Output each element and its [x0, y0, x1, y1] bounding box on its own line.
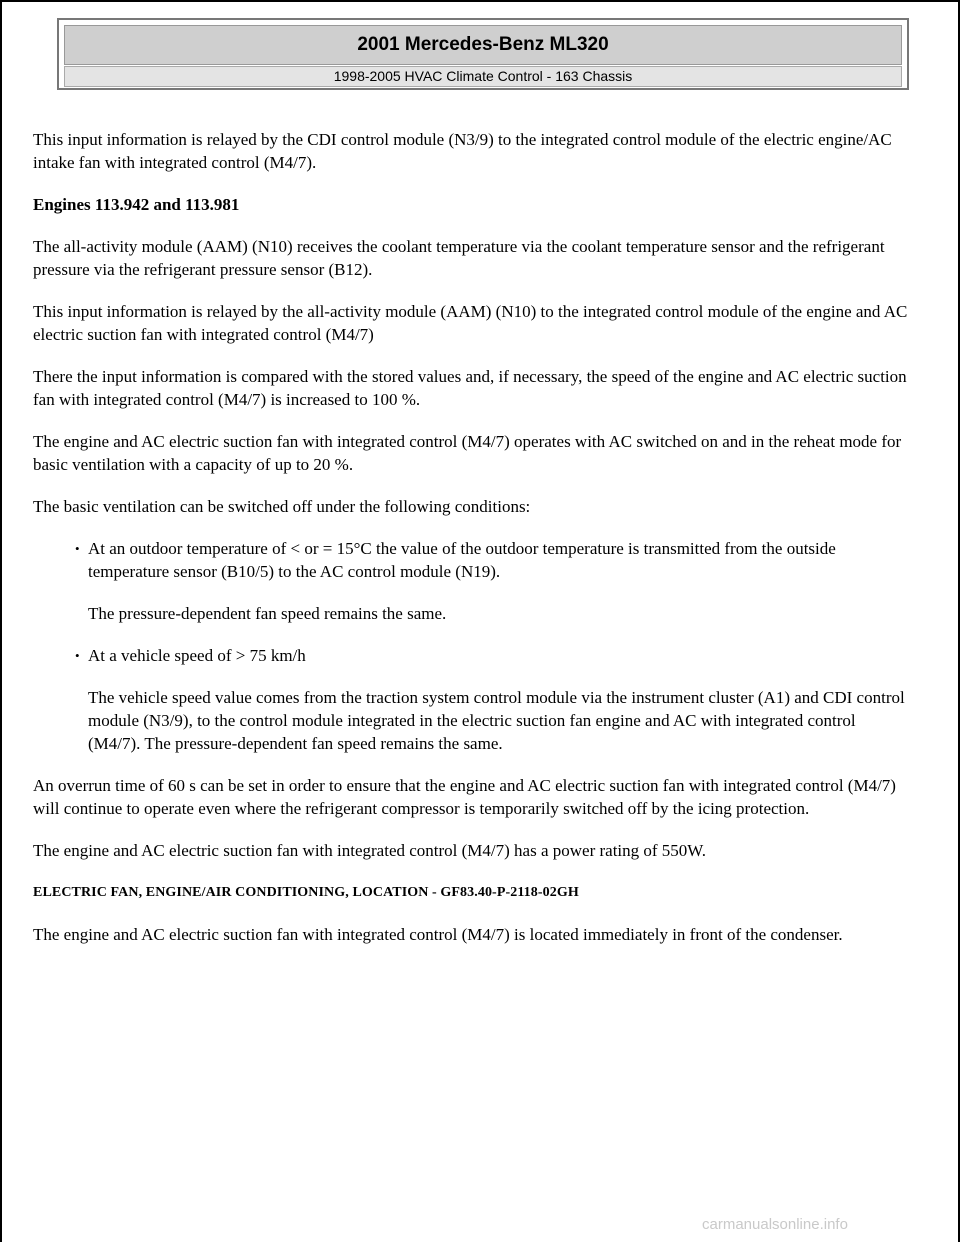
- condition-note: The vehicle speed value comes from the traction system control module via the instrument cluster (A1) and CDI control module (N3/9), to the control module integrated in the electric suction fan engine and AC with integrated control (M4/7). The pressure-dependent fan speed remains the same.: [88, 688, 905, 753]
- bullet-icon: •: [75, 648, 80, 663]
- list-item: [75, 644, 908, 755]
- document-header: [57, 18, 909, 90]
- paragraph-stored-values: There the input information is compared with the stored values and, if necessary, the speed of the engine and AC electric suction fan with integrated control (M4/7) is increased to 100 %.: [33, 367, 907, 409]
- paragraph-aam-relay: This input information is relayed by the all-activity module (AAM) (N10) to the integrated control module of the engine and AC electric suction fan with integrated control (M4/7): [33, 302, 908, 344]
- conditions-list: [33, 537, 908, 755]
- heading-engines: Engines 113.942 and 113.981: [33, 195, 240, 214]
- site-watermark: carmanualsonline.info: [702, 1216, 848, 1233]
- list-item: [75, 537, 908, 625]
- document-body: [33, 128, 908, 965]
- paragraph-aam-receives: The all-activity module (AAM) (N10) receives the coolant temperature via the coolant temperature sensor and the refrigerant pressure via the refrigerant pressure sensor (B12).: [33, 237, 885, 279]
- condition-text: At a vehicle speed of > 75 km/h: [88, 646, 306, 665]
- bullet-icon: •: [75, 541, 80, 556]
- heading-location: ELECTRIC FAN, ENGINE/AIR CONDITIONING, LOCATION - GF83.40-P-2118-02GH: [33, 885, 579, 900]
- paragraph-basic-ventilation: The engine and AC electric suction fan with integrated control (M4/7) operates with AC switched on and in the reheat mode for basic ventilation with a capacity of up to 20 %.: [33, 432, 902, 474]
- paragraph-power-rating: The engine and AC electric suction fan with integrated control (M4/7) has a power rating of 550W.: [33, 841, 707, 860]
- paragraph-cdi-relay: This input information is relayed by the CDI control module (N3/9) to the integrated control module of the electric engine/AC intake fan with integrated control (M4/7).: [33, 130, 892, 172]
- paragraph-conditions-intro: The basic ventilation can be switched off under the following conditions:: [33, 497, 531, 516]
- paragraph-overrun: An overrun time of 60 s can be set in order to ensure that the engine and AC electric suction fan with integrated control (M4/7) will continue to operate even where the refrigerant compressor is temporarily switched off by the icing protection.: [33, 776, 896, 818]
- vehicle-title: 2001 Mercedes-Benz ML320: [64, 25, 902, 65]
- condition-text: At an outdoor temperature of < or = 15°C the value of the outdoor temperature is transmitted from the outside temperature sensor (B10/5) to the AC control module (N19).: [88, 539, 836, 581]
- manual-subtitle: 1998-2005 HVAC Climate Control - 163 Chassis: [64, 66, 902, 87]
- condition-note: The pressure-dependent fan speed remains the same.: [88, 604, 447, 623]
- paragraph-location: The engine and AC electric suction fan with integrated control (M4/7) is located immediately in front of the condenser.: [33, 925, 843, 944]
